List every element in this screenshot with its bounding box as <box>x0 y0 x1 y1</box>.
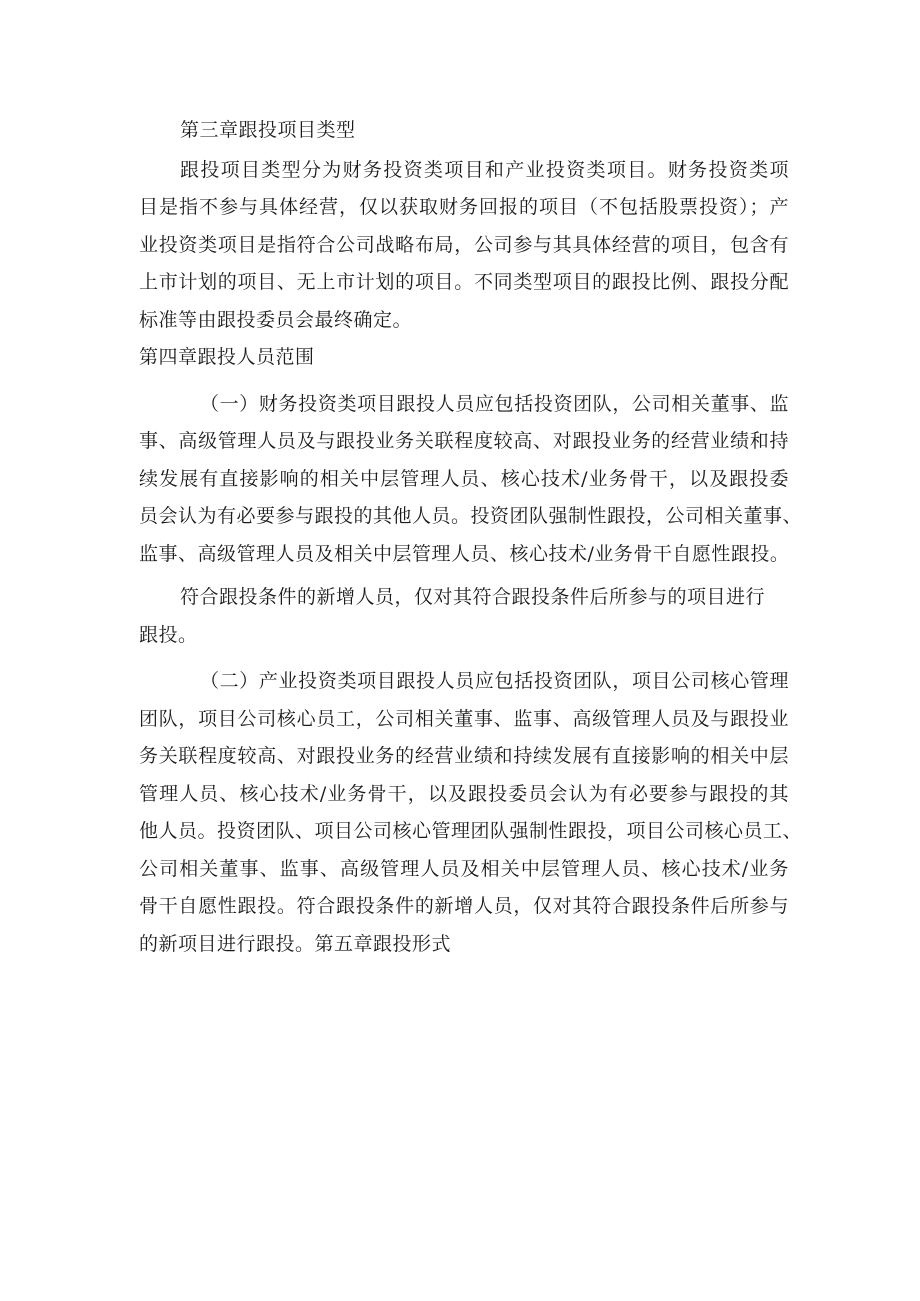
paragraph-line: （二）产业投资类项目跟投人员应包括投资团队，项目公司核心管理 <box>200 670 789 692</box>
paragraph-line: 目是指不参与具体经营，仅以获取财务回报的项目（不包括股票投资）；产 <box>139 196 789 218</box>
new-staff-paragraph <box>139 579 789 654</box>
paragraph-line: 业投资类项目是指符合公司战略布局，公司参与其具体经营的项目，包含有 <box>139 233 789 256</box>
document-body <box>139 112 803 963</box>
paragraph-line: （一）财务投资类项目跟投人员应包括投资团队，公司相关董事、监 <box>200 392 789 415</box>
chapter4-heading: 第四章跟投人员范围 <box>139 346 315 368</box>
item1-paragraph <box>139 386 803 574</box>
chapter3-paragraph <box>139 152 789 340</box>
paragraph-line: 管理人员、核心技术/业务骨干，以及跟投委员会认为有必要参与跟投的其 <box>139 782 789 805</box>
paragraph-line: 他人员。投资团队、项目公司核心管理团队强制性跟投，项目公司核心员工、 <box>139 820 803 842</box>
paragraph-line: 员会认为有必要参与跟投的其他人员。投资团队强制性跟投，公司相关董事、 <box>139 505 803 527</box>
paragraph-line: 监事、高级管理人员及相关中层管理人员、核心技术/业务骨干自愿性跟投。 <box>139 542 790 565</box>
paragraph-line: 续发展有直接影响的相关中层管理人员、核心技术/业务骨干，以及跟投委 <box>139 467 789 490</box>
item2-paragraph <box>139 663 803 963</box>
paragraph-line: 跟投。 <box>139 623 198 646</box>
paragraph-line: 的新项目进行跟投。第五章跟投形式 <box>139 932 452 955</box>
paragraph-line: 团队，项目公司核心员工，公司相关董事、监事、高级管理人员及与跟投业 <box>139 707 789 730</box>
paragraph-line: 符合跟投条件的新增人员，仅对其符合跟投条件后所参与的项目进行 <box>180 586 766 608</box>
paragraph-line: 标准等由跟投委员会最终确定。 <box>139 308 413 331</box>
paragraph-line: 骨干自愿性跟投。符合跟投条件的新增人员，仅对其符合跟投条件后所参与 <box>139 895 789 917</box>
paragraph-line: 务关联程度较高、对跟投业务的经营业绩和持续发展有直接影响的相关中层 <box>139 745 789 767</box>
paragraph-line: 上市计划的项目、无上市计划的项目。不同类型项目的跟投比例、跟投分配 <box>139 271 789 293</box>
chapter3-heading: 第三章跟投项目类型 <box>180 119 356 141</box>
paragraph-line: 事、高级管理人员及与跟投业务关联程度较高、对跟投业务的经营业绩和持 <box>139 430 789 452</box>
paragraph-line: 跟投项目类型分为财务投资类项目和产业投资类项目。财务投资类项 <box>180 158 789 181</box>
paragraph-line: 公司相关董事、监事、高级管理人员及相关中层管理人员、核心技术/业务 <box>139 857 789 880</box>
